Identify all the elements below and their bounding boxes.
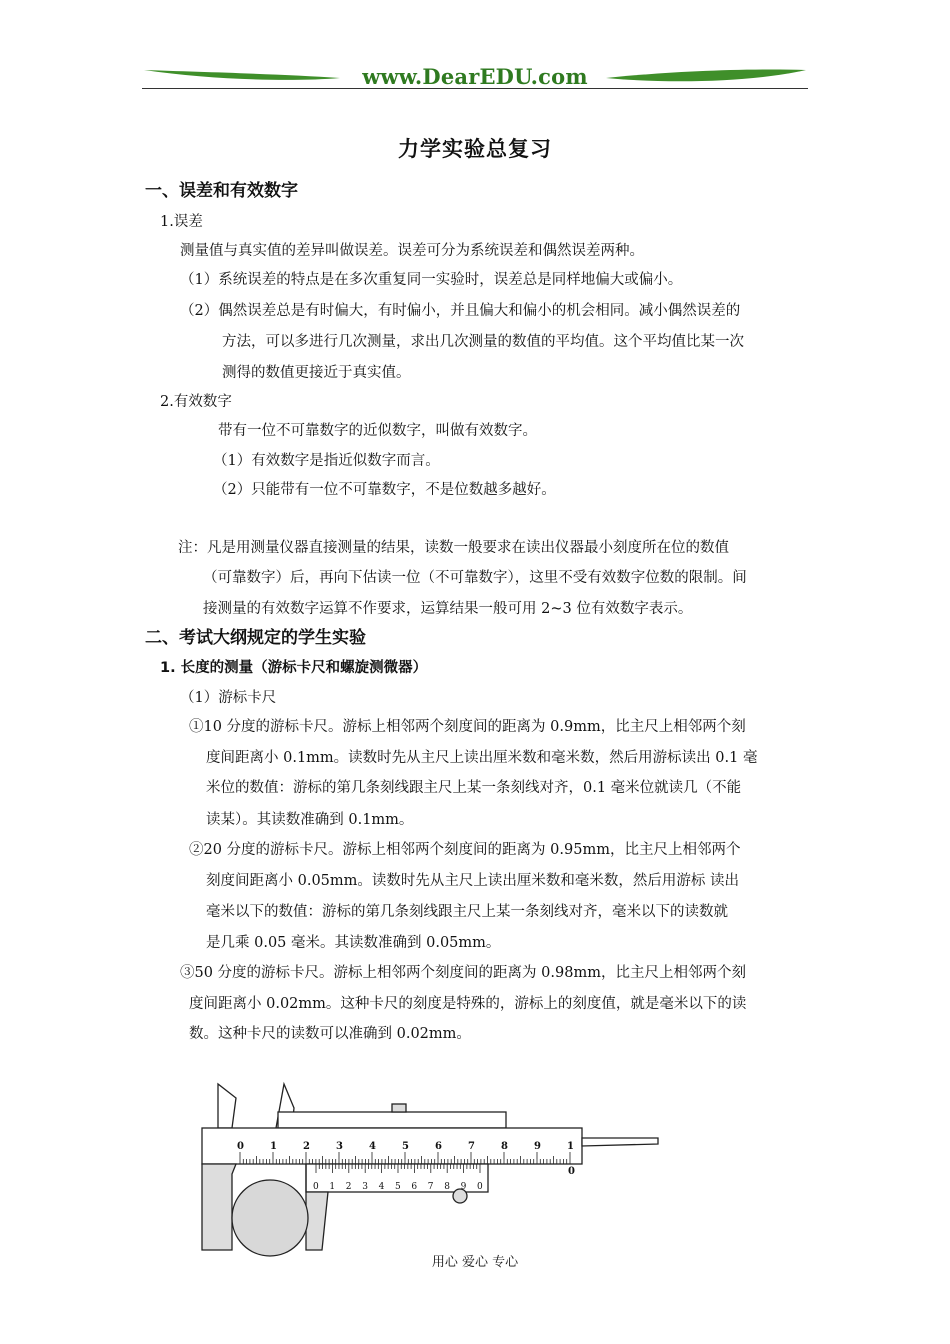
vernier-scale-label: 8 xyxy=(444,1182,450,1192)
subsection-title: 1.误差 xyxy=(160,214,203,230)
list-item: （2）偶然误差总是有时偏大，有时偏小，并且偏大和偏小的机会相同。减小偶然误差的 xyxy=(180,303,741,319)
paragraph: 测量值与真实值的差异叫做误差。误差可分为系统误差和偶然误差两种。 xyxy=(180,243,644,259)
paragraph: ②20 分度的游标卡尺。游标上相邻两个刻度间的距离为 0.95mm，比主尺上相邻两个 xyxy=(189,842,741,858)
subsection-title: （1）游标卡尺 xyxy=(180,690,277,706)
page-footer: 用心 爱心 专心 xyxy=(431,1255,519,1270)
main-scale-label: 3 xyxy=(336,1141,343,1152)
main-scale-label: 0 xyxy=(568,1166,575,1177)
note-text: （可靠数字）后，再向下估读一位（不可靠数字），这里不受有效数字位数的限制。间 xyxy=(203,570,747,586)
main-scale-label: 1 xyxy=(567,1141,574,1152)
paragraph: 数。这种卡尺的读数可以准确到 0.02mm。 xyxy=(189,1026,471,1042)
paragraph: 是几乘 0.05 毫米。其读数准确到 0.05mm。 xyxy=(206,935,501,951)
note-text: 注：凡是用测量仪器直接测量的结果，读数一般要求在读出仪器最小刻度所在位的数值 xyxy=(178,540,729,556)
paragraph: 刻度间距离小 0.05mm。读数时先从主尺上读出厘米数和毫米数，然后用游标 读出 xyxy=(206,873,739,889)
list-item: （1）系统误差的特点是在多次重复同一实验时，误差总是同样地偏大或偏小。 xyxy=(180,272,683,288)
main-scale-label: 1 xyxy=(270,1141,277,1152)
vernier-scale-label: 2 xyxy=(345,1182,352,1192)
main-scale-label: 5 xyxy=(402,1141,409,1152)
main-scale-label: 8 xyxy=(501,1141,508,1152)
vernier-scale-label: 3 xyxy=(362,1182,368,1192)
main-scale-label: 2 xyxy=(303,1141,310,1152)
paragraph: 米位的数值：游标的第几条刻线跟主尺上某一条刻线对齐，0.1 毫米位就读几（不能 xyxy=(206,780,742,796)
main-scale-label: 4 xyxy=(369,1141,376,1152)
main-scale-label: 0 xyxy=(237,1141,244,1152)
header-divider xyxy=(142,88,808,89)
paragraph: 度间距离小 0.1mm。读数时先从主尺上读出厘米数和毫米数，然后用游标读出 0.1 毫 xyxy=(206,750,758,766)
list-item: （1）有效数字是指近似数字而言。 xyxy=(213,453,440,469)
list-item: （2）只能带有一位不可靠数字，不是位数越多越好。 xyxy=(213,482,556,498)
subsection-title: 1. 长度的测量（游标卡尺和螺旋测微器） xyxy=(160,660,428,676)
paragraph: 毫米以下的数值：游标的第几条刻线跟主尺上某一条刻线对齐，毫米以下的读数就 xyxy=(206,904,728,920)
section-heading: 二、考试大纲规定的学生实验 xyxy=(145,628,366,648)
vernier-scale-label: 7 xyxy=(427,1182,434,1192)
vernier-scale-label: 6 xyxy=(411,1182,418,1192)
paragraph: 读某）。其读数准确到 0.1mm。 xyxy=(206,812,414,828)
subsection-title: 2.有效数字 xyxy=(160,394,232,410)
vernier-scale-label: 1 xyxy=(329,1182,336,1192)
vernier-scale-label: 0 xyxy=(477,1182,483,1192)
vernier-scale-label: 9 xyxy=(460,1182,467,1192)
main-scale-label: 7 xyxy=(468,1141,475,1152)
paragraph: ③50 分度的游标卡尺。游标上相邻两个刻度间的距离为 0.98mm，比主尺上相邻两个刻 xyxy=(180,965,746,981)
main-scale-label: 6 xyxy=(435,1141,442,1152)
caliper-diagram-icon xyxy=(196,1078,666,1260)
vernier-scale-label: 5 xyxy=(395,1182,401,1192)
page-title: 力学实验总复习 xyxy=(398,136,552,161)
list-item-continued: 测得的数值更接近于真实值。 xyxy=(222,365,411,381)
vernier-scale-label: 4 xyxy=(378,1182,385,1192)
note-text: 接测量的有效数字运算不作要求，运算结果一般可用 2~3 位有效数字表示。 xyxy=(203,601,693,617)
paragraph: ①10 分度的游标卡尺。游标上相邻两个刻度间的距离为 0.9mm，比主尺上相邻两个刻 xyxy=(189,719,746,735)
site-url[interactable]: www.DearEDU.com xyxy=(362,64,588,89)
main-scale-label: 9 xyxy=(534,1141,541,1152)
paragraph: 度间距离小 0.02mm。这种卡尺的刻度是特殊的，游标上的刻度值，就是毫米以下的读 xyxy=(189,996,747,1012)
paragraph: 带有一位不可靠数字的近似数字，叫做有效数字。 xyxy=(218,423,537,439)
section-heading: 一、误差和有效数字 xyxy=(145,181,298,201)
list-item-continued: 方法，可以多进行几次测量，求出几次测量的数值的平均值。这个平均值比某一次 xyxy=(222,334,744,350)
vernier-caliper-figure xyxy=(196,1078,666,1264)
vernier-scale-label: 0 xyxy=(313,1182,319,1192)
